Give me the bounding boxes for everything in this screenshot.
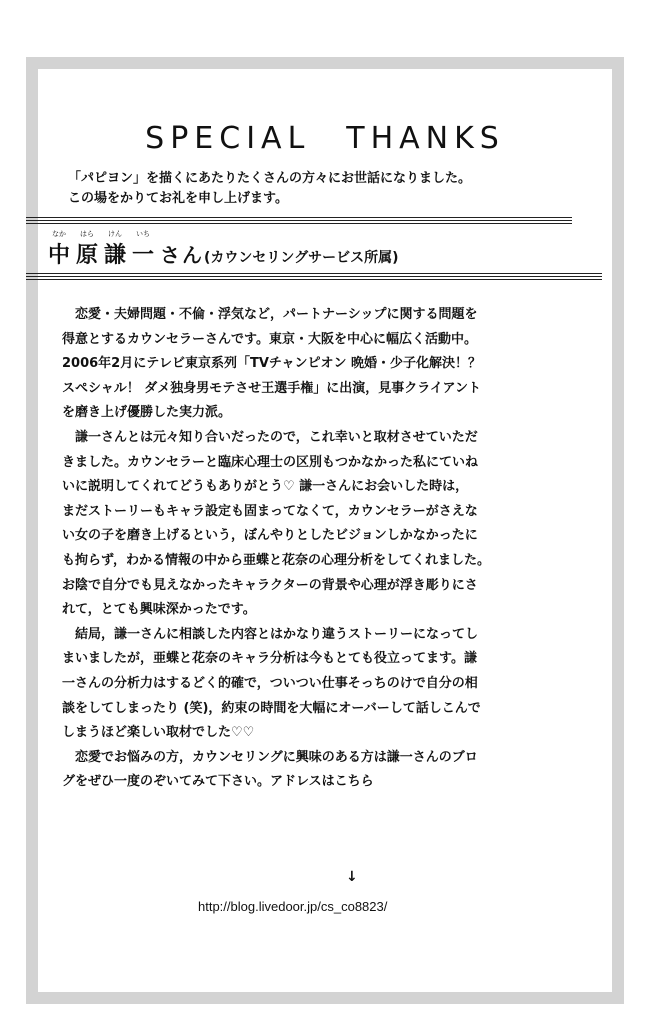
person-affiliation: (カウンセリングサービス所属) bbox=[204, 250, 399, 266]
body-line: 得意とするカウンセラーさんです。東京・大阪を中心に幅広く活動中。 bbox=[62, 331, 477, 347]
ruby-text: なか bbox=[52, 230, 66, 238]
body-line: 恋愛・夫婦問題・不倫・浮気など，パートナーシップに関する問題を bbox=[62, 307, 478, 322]
person-honorific: さん bbox=[160, 243, 205, 267]
body-line: 一さんの分析力はするどく的確で，ついつい仕事そっちのけで自分の相 bbox=[62, 675, 478, 691]
body-line: きました。カウンセラーと臨床心理士の区別もつかなかった私にていね bbox=[62, 454, 479, 470]
page-title: SPECIAL THANKS bbox=[145, 121, 505, 156]
body-line: も拘らず，わかる情報の中から亜蝶と花奈の心理分析をしてくれました。 bbox=[62, 552, 490, 568]
ruby-text: けん bbox=[108, 230, 122, 238]
person-name: 中原謙一 bbox=[48, 243, 161, 268]
body-line: 結局，謙一さんに相談した内容とはかなり違うストーリーになってし bbox=[62, 626, 479, 642]
body-line: まいましたが，亜蝶と花奈のキャラ分析は今もとても役立ってます。謙 bbox=[62, 651, 477, 667]
body-line: 2006年2月にテレビ東京系列「TVチャンピオン 晩婚・少子化解決！？ bbox=[62, 356, 482, 372]
body-line: い女の子を磨き上げるという，ぼんやりとしたビジョンしかなかったに bbox=[62, 528, 478, 544]
body-line: 談をしてしまったり (笑)，約束の時間を大幅にオーバーして話しこんで bbox=[62, 700, 481, 716]
ruby-text: いち bbox=[136, 230, 150, 238]
body-line: まだストーリーもキャラ設定も固まってなくて，カウンセラーがさえな bbox=[62, 503, 478, 519]
body-line: 恋愛でお悩みの方，カウンセリングに興味のある方は謙一さんのブロ bbox=[62, 749, 478, 765]
down-arrow-icon: ↓ bbox=[346, 869, 358, 885]
body-line: グをぜひ一度のぞいてみて下さい。アドレスはこちら bbox=[62, 774, 374, 790]
intro-line: この場をかりてお礼を申し上げます。 bbox=[68, 191, 288, 206]
body-line: いに説明してくれてどうもありがとう♡ 謙一さんにお会いした時は， bbox=[62, 479, 469, 495]
page-content bbox=[38, 69, 612, 992]
name-ruby bbox=[48, 229, 399, 241]
body-line: れて，とても興味深かったです。 bbox=[62, 602, 256, 618]
blog-url[interactable]: http://blog.livedoor.jp/cs_co8823/ bbox=[198, 899, 388, 914]
body-line: 謙一さんとは元々知り合いだったので，これ幸いと取材させていただ bbox=[62, 429, 478, 445]
person-name-row bbox=[48, 241, 399, 272]
page-frame bbox=[26, 57, 624, 1004]
body-line: お陰で自分でも見えなかったキャラクターの背景や心理が浮き彫りにさ bbox=[62, 577, 478, 593]
body-line: スペシャル！ ダメ独身男モテさせ王選手権」に出演，見事クライアント bbox=[62, 380, 481, 396]
body-line: を磨き上げ優勝した実力派。 bbox=[62, 405, 232, 421]
ruby-text: はら bbox=[80, 230, 94, 238]
intro-line: 「パピヨン」を描くにあたりたくさんの方々にお世話になりました。 bbox=[68, 171, 472, 186]
intro-text bbox=[68, 169, 602, 209]
header-divider-top bbox=[26, 217, 572, 226]
header-divider-bottom bbox=[26, 273, 602, 280]
body-text bbox=[62, 303, 602, 795]
body-line: しまうほど楽しい取材でした♡♡ bbox=[62, 725, 255, 741]
person-heading bbox=[48, 229, 399, 272]
